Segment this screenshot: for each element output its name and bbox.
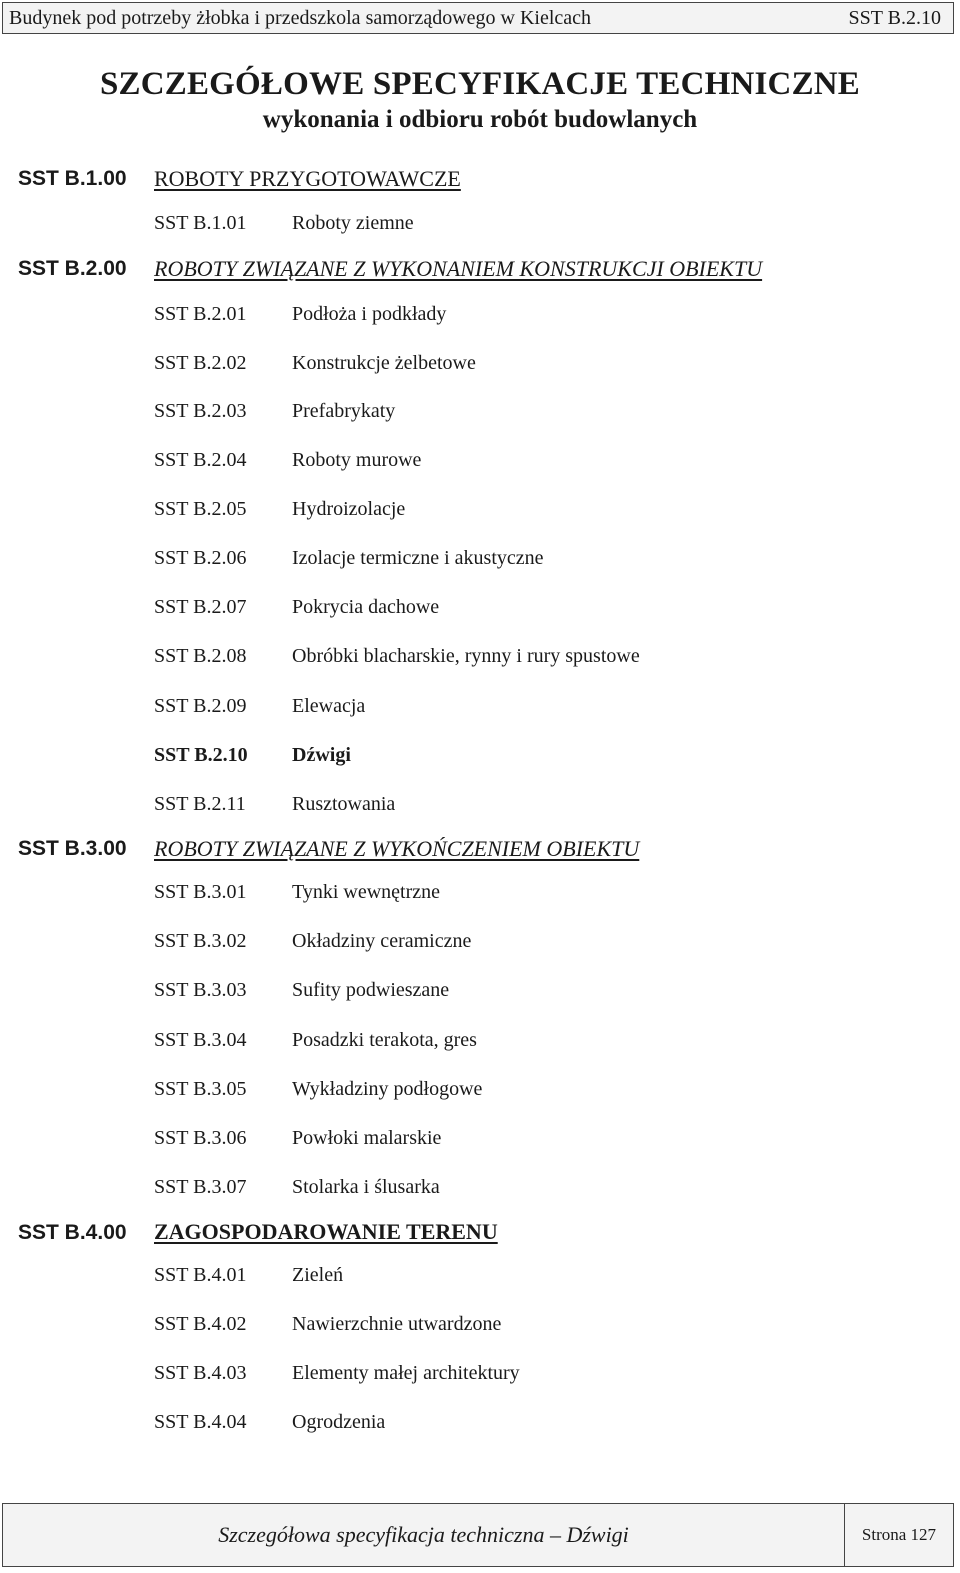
section-title: ROBOTY ZWIĄZANE Z WYKOŃCZENIEM OBIEKTU [154, 836, 640, 861]
item-title: Posadzki terakota, gres [292, 1029, 477, 1051]
item-title: Wykładziny podłogowe [292, 1078, 483, 1100]
section-code: SST B.1.00 [18, 167, 127, 190]
section-title: ROBOTY ZWIĄZANE Z WYKONANIEM KONSTRUKCJI OBIEKTU [154, 256, 763, 281]
item-title: Izolacje termiczne i akustyczne [292, 547, 544, 569]
item-title: Hydroizolacje [292, 498, 406, 520]
item-code: SST B.2.11 [154, 793, 246, 815]
main-title: SZCZEGÓŁOWE SPECYFIKACJE TECHNICZNE [99, 66, 861, 102]
item-code: SST B.4.03 [154, 1362, 247, 1384]
item-title: Ogrodzenia [292, 1411, 386, 1433]
item-title: Zieleń [292, 1264, 344, 1286]
item-title: Prefabrykaty [292, 400, 396, 422]
item-code: SST B.3.02 [154, 930, 247, 952]
item-title: Podłoża i podkłady [292, 303, 447, 325]
item-title: Elewacja [292, 695, 366, 717]
page-number: Strona 127 [861, 1525, 937, 1544]
item-title: Pokrycia dachowe [292, 596, 440, 618]
section-title: ROBOTY PRZYGOTOWAWCZE [154, 166, 461, 191]
section-code: SST B.4.00 [18, 1221, 127, 1244]
item-code: SST B.3.07 [154, 1176, 247, 1198]
item-title: Nawierzchnie utwardzone [292, 1313, 502, 1335]
item-code-current: SST B.2.10 [154, 744, 248, 766]
footer-document-title: Szczegółowa specyfikacja techniczna – Dźwigi [3, 1504, 845, 1566]
item-code: SST B.2.04 [154, 449, 247, 471]
header-spec-code: SST B.2.10 [848, 6, 941, 29]
item-title: Okładziny ceramiczne [292, 930, 472, 952]
item-code: SST B.1.01 [154, 212, 247, 234]
item-title: Elementy małej architektury [292, 1362, 520, 1384]
item-title: Konstrukcje żelbetowe [292, 352, 476, 374]
item-code: SST B.4.02 [154, 1313, 247, 1335]
page-footer [2, 1503, 954, 1567]
item-code: SST B.3.05 [154, 1078, 247, 1100]
section-code: SST B.2.00 [18, 257, 127, 280]
page-header [2, 2, 954, 34]
item-code: SST B.4.04 [154, 1411, 247, 1433]
item-code: SST B.3.03 [154, 979, 247, 1001]
item-code: SST B.2.01 [154, 303, 247, 325]
section-code: SST B.3.00 [18, 837, 127, 860]
item-code: SST B.2.03 [154, 400, 247, 422]
item-code: SST B.3.04 [154, 1029, 247, 1051]
header-document-title: Budynek pod potrzeby żłobka i przedszkola samorządowego w Kielcach [9, 6, 592, 29]
main-subtitle: wykonania i odbioru robót budowlanych [262, 106, 698, 133]
item-code: SST B.2.07 [154, 596, 247, 618]
item-code: SST B.2.08 [154, 645, 247, 667]
item-title: Roboty murowe [292, 449, 422, 471]
item-title: Roboty ziemne [292, 212, 414, 234]
item-code: SST B.2.06 [154, 547, 247, 569]
item-title: Powłoki malarskie [292, 1127, 442, 1149]
item-title: Sufity podwieszane [292, 979, 450, 1001]
item-title: Tynki wewnętrzne [292, 881, 440, 903]
item-code: SST B.3.01 [154, 881, 247, 903]
item-code: SST B.2.09 [154, 695, 247, 717]
item-title: Stolarka i ślusarka [292, 1176, 440, 1198]
item-title-current: Dźwigi [292, 744, 351, 766]
item-title: Rusztowania [292, 793, 396, 815]
item-code: SST B.2.05 [154, 498, 247, 520]
item-code: SST B.2.02 [154, 352, 247, 374]
section-title: ZAGOSPODAROWANIE TERENU [154, 1219, 498, 1244]
item-title: Obróbki blacharskie, rynny i rury spustowe [292, 645, 640, 667]
item-code: SST B.4.01 [154, 1264, 247, 1286]
item-code: SST B.3.06 [154, 1127, 247, 1149]
